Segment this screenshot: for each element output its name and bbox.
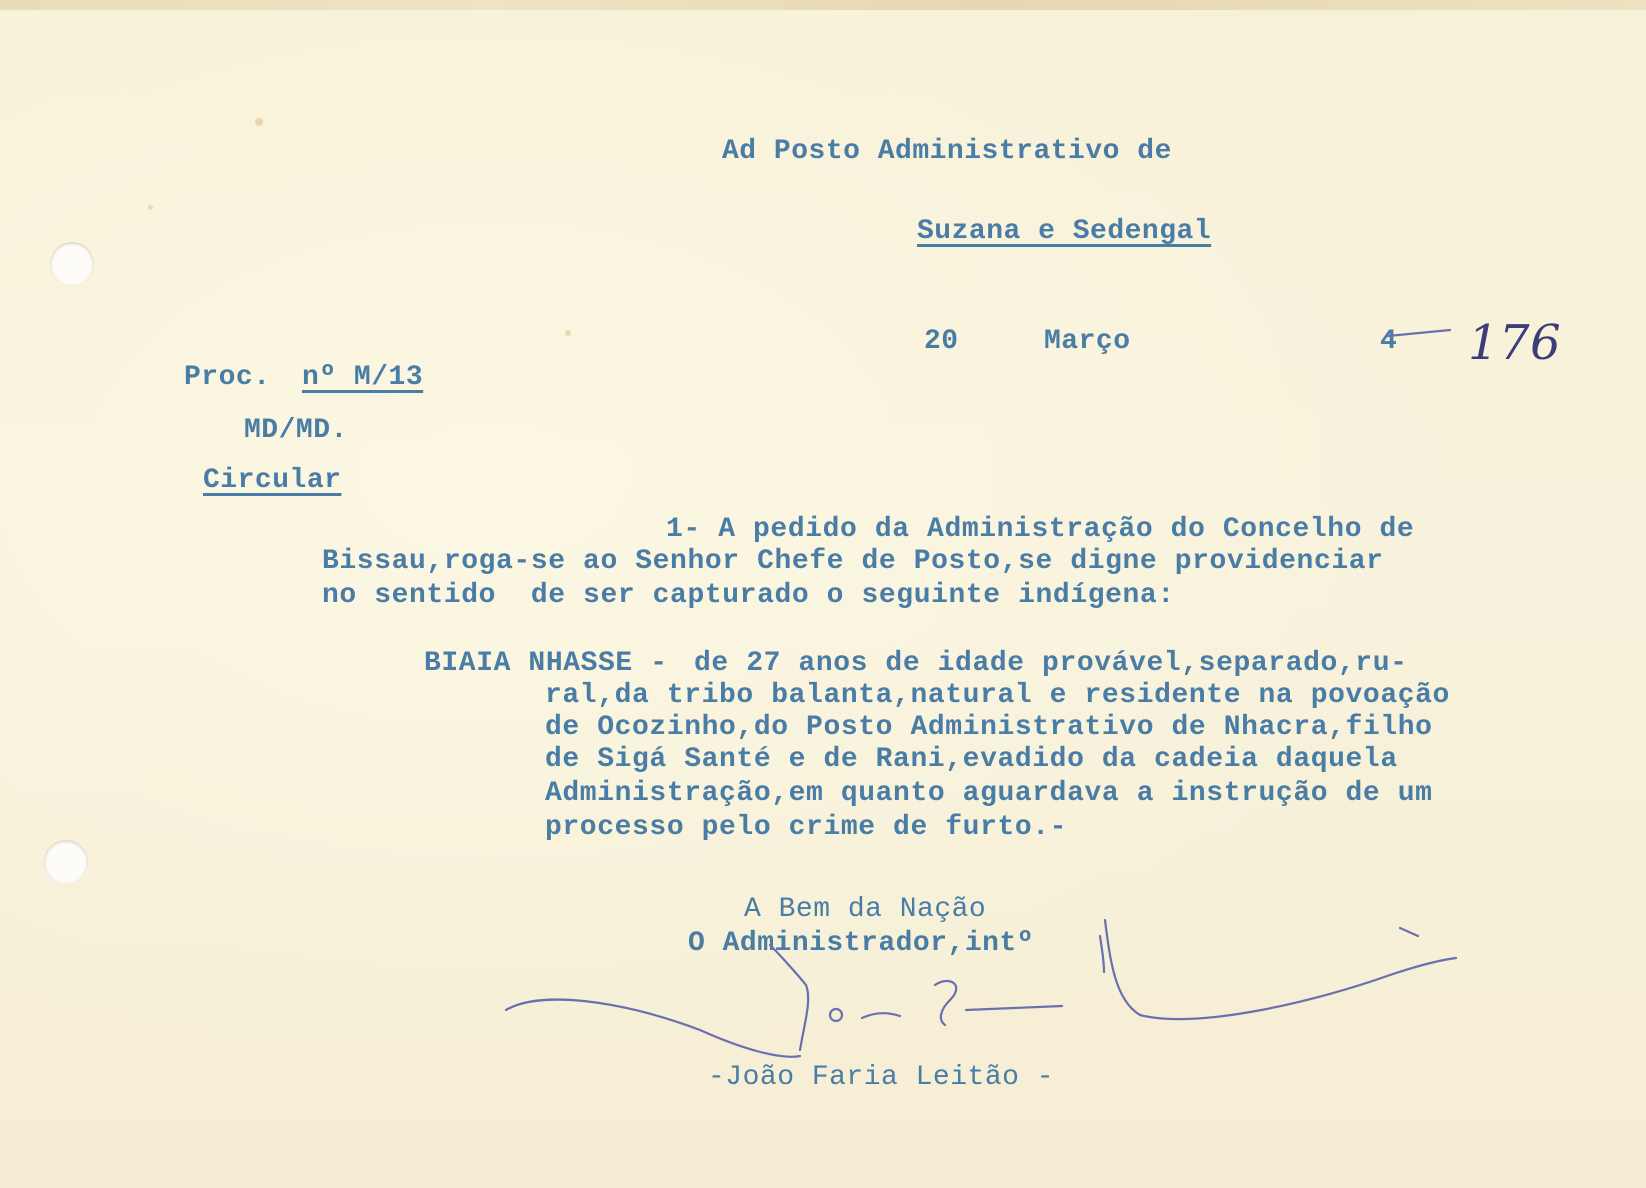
- signature-stroke: [1100, 936, 1104, 972]
- body-line-1: 1- A pedido da Administração do Concelho de: [666, 514, 1415, 545]
- addressee-line: Ad Posto Administrativo de: [722, 136, 1172, 167]
- handwritten-number: 176: [1468, 315, 1562, 371]
- subject-line-3: de Ocozinho,do Posto Administrativo de Nhacra,filho: [545, 712, 1433, 743]
- signature-stroke: [935, 981, 956, 1025]
- pen-dash: [1388, 330, 1450, 336]
- subject-name: BIAIA NHASSE -: [424, 648, 668, 679]
- date-year: 4: [1380, 326, 1398, 357]
- subject-line-6: processo pelo crime de furto.-: [545, 812, 1068, 843]
- signature-stroke: [830, 1009, 842, 1021]
- body-line-2: Bissau,roga-se ao Senhor Chefe de Posto,se digne providenciar: [322, 546, 1384, 577]
- body-line-3: no sentido de ser capturado o seguinte indígena:: [322, 580, 1175, 611]
- date-day: 20: [924, 326, 959, 357]
- closing-role: O Administrador,intº: [688, 928, 1035, 959]
- signature-stroke: [862, 1013, 900, 1018]
- closing-salutation: A Bem da Nação: [744, 894, 987, 925]
- signature-stroke: [506, 1000, 800, 1057]
- doc-type: Circular: [203, 465, 342, 496]
- signature-stroke: [1105, 920, 1456, 1019]
- proc-label: Proc.: [184, 362, 271, 393]
- subject-line-2: ral,da tribo balanta,natural e residente na povoação: [545, 680, 1450, 711]
- subject-line-5: Administração,em quanto aguardava a instrução de um: [545, 778, 1433, 809]
- date-month: Março: [1044, 326, 1131, 357]
- location-line: Suzana e Sedengal: [917, 216, 1212, 247]
- signature-stroke: [1400, 928, 1418, 936]
- proc-number: nº M/13: [302, 362, 424, 393]
- subject-line-1: de 27 anos de idade provável,separado,ru-: [694, 648, 1408, 679]
- initials: MD/MD.: [244, 415, 348, 446]
- signature-stroke: [966, 1006, 1062, 1010]
- signature-stroke: [770, 945, 808, 1050]
- signatory-name: -João Faria Leitão -: [708, 1062, 1055, 1093]
- subject-line-4: de Sigá Santé e de Rani,evadido da cadeia daquela: [545, 744, 1398, 775]
